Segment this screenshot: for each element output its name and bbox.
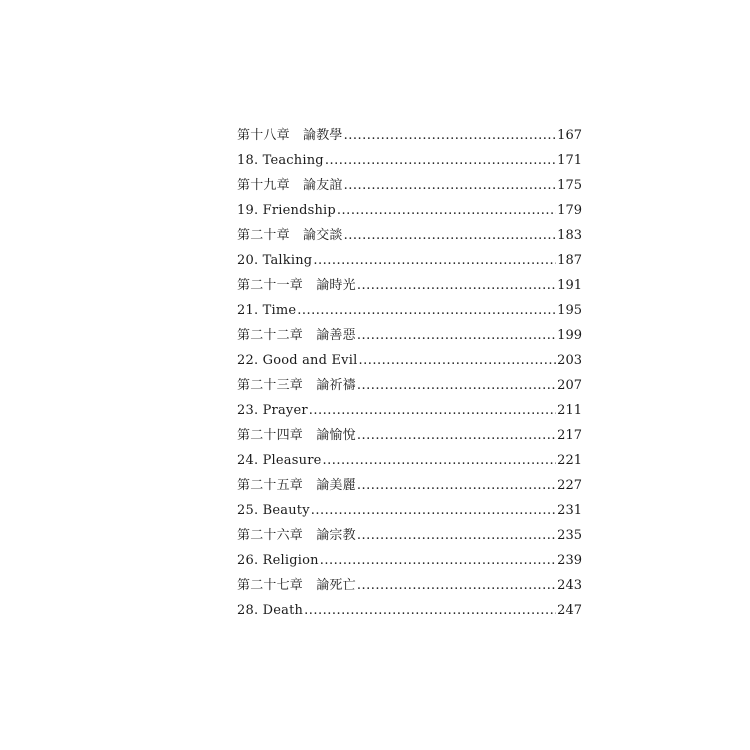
toc-entry bbox=[237, 523, 582, 548]
toc-entry-page: 175 bbox=[557, 178, 582, 193]
toc-entry bbox=[237, 198, 582, 223]
toc-entry-page: 191 bbox=[557, 278, 582, 293]
toc-entry-page: 239 bbox=[557, 553, 582, 568]
toc-entry bbox=[237, 448, 582, 473]
toc-entry-title: 22. Good and Evil bbox=[237, 353, 358, 368]
dot-leader bbox=[323, 448, 557, 473]
table-of-contents bbox=[237, 123, 582, 623]
toc-entry bbox=[237, 423, 582, 448]
toc-entry-title: 第十九章 論友誼 bbox=[237, 178, 343, 193]
dot-leader bbox=[311, 498, 556, 523]
toc-entry-title: 第二十一章 論時光 bbox=[237, 278, 356, 293]
dot-leader bbox=[357, 273, 556, 298]
toc-entry-page: 179 bbox=[557, 203, 582, 218]
toc-entry bbox=[237, 323, 582, 348]
toc-entry-title: 第二十六章 論宗教 bbox=[237, 528, 356, 543]
toc-entry bbox=[237, 173, 582, 198]
toc-entry-title: 19. Friendship bbox=[237, 203, 336, 218]
dot-leader bbox=[344, 173, 557, 198]
toc-entry-title: 第二十三章 論祈禱 bbox=[237, 378, 356, 393]
toc-entry-page: 227 bbox=[557, 478, 582, 493]
toc-entry bbox=[237, 123, 582, 148]
dot-leader bbox=[344, 223, 557, 248]
dot-leader bbox=[337, 198, 556, 223]
dot-leader bbox=[344, 123, 557, 148]
toc-entry-title: 24. Pleasure bbox=[237, 453, 322, 468]
toc-entry-title: 20. Talking bbox=[237, 253, 313, 268]
dot-leader bbox=[358, 348, 556, 373]
dot-leader bbox=[357, 473, 556, 498]
toc-entry-title: 第十八章 論教學 bbox=[237, 128, 343, 143]
dot-leader bbox=[357, 323, 556, 348]
toc-entry-page: 183 bbox=[557, 228, 582, 243]
toc-entry-page: 221 bbox=[557, 453, 582, 468]
toc-entry bbox=[237, 223, 582, 248]
toc-entry-title: 25. Beauty bbox=[237, 503, 310, 518]
toc-entry bbox=[237, 598, 582, 623]
toc-entry bbox=[237, 498, 582, 523]
toc-entry bbox=[237, 473, 582, 498]
toc-entry-page: 247 bbox=[557, 603, 582, 618]
toc-entry bbox=[237, 398, 582, 423]
dot-leader bbox=[357, 373, 556, 398]
toc-entry-title: 26. Religion bbox=[237, 553, 319, 568]
toc-entry-title: 第二十二章 論善惡 bbox=[237, 328, 356, 343]
toc-entry-page: 199 bbox=[557, 328, 582, 343]
dot-leader bbox=[357, 423, 556, 448]
toc-entry-title: 18. Teaching bbox=[237, 153, 324, 168]
toc-entry bbox=[237, 298, 582, 323]
toc-entry-title: 21. Time bbox=[237, 303, 297, 318]
toc-entry-title: 第二十章 論交談 bbox=[237, 228, 343, 243]
toc-entry bbox=[237, 573, 582, 598]
dot-leader bbox=[325, 148, 556, 173]
toc-entry-page: 167 bbox=[557, 128, 582, 143]
dot-leader bbox=[357, 523, 556, 548]
dot-leader bbox=[309, 398, 556, 423]
toc-entry-page: 231 bbox=[557, 503, 582, 518]
toc-entry-title: 28. Death bbox=[237, 603, 304, 618]
toc-entry-page: 171 bbox=[557, 153, 582, 168]
toc-entry-page: 243 bbox=[557, 578, 582, 593]
toc-entry-page: 203 bbox=[557, 353, 582, 368]
toc-entry bbox=[237, 273, 582, 298]
toc-entry-page: 235 bbox=[557, 528, 582, 543]
toc-entry bbox=[237, 348, 582, 373]
dot-leader bbox=[313, 248, 556, 273]
toc-entry bbox=[237, 248, 582, 273]
dot-leader bbox=[304, 598, 556, 623]
toc-entry-page: 207 bbox=[557, 378, 582, 393]
dot-leader bbox=[297, 298, 556, 323]
toc-entry-title: 23. Prayer bbox=[237, 403, 308, 418]
toc-entry bbox=[237, 373, 582, 398]
toc-entry-title: 第二十四章 論愉悅 bbox=[237, 428, 356, 443]
toc-entry-page: 195 bbox=[557, 303, 582, 318]
toc-entry-title: 第二十七章 論死亡 bbox=[237, 578, 356, 593]
dot-leader bbox=[357, 573, 556, 598]
toc-entry-page: 217 bbox=[557, 428, 582, 443]
toc-entry bbox=[237, 148, 582, 173]
toc-entry-title: 第二十五章 論美麗 bbox=[237, 478, 356, 493]
toc-entry bbox=[237, 548, 582, 573]
toc-entry-page: 187 bbox=[557, 253, 582, 268]
toc-entry-page: 211 bbox=[557, 403, 582, 418]
dot-leader bbox=[320, 548, 556, 573]
